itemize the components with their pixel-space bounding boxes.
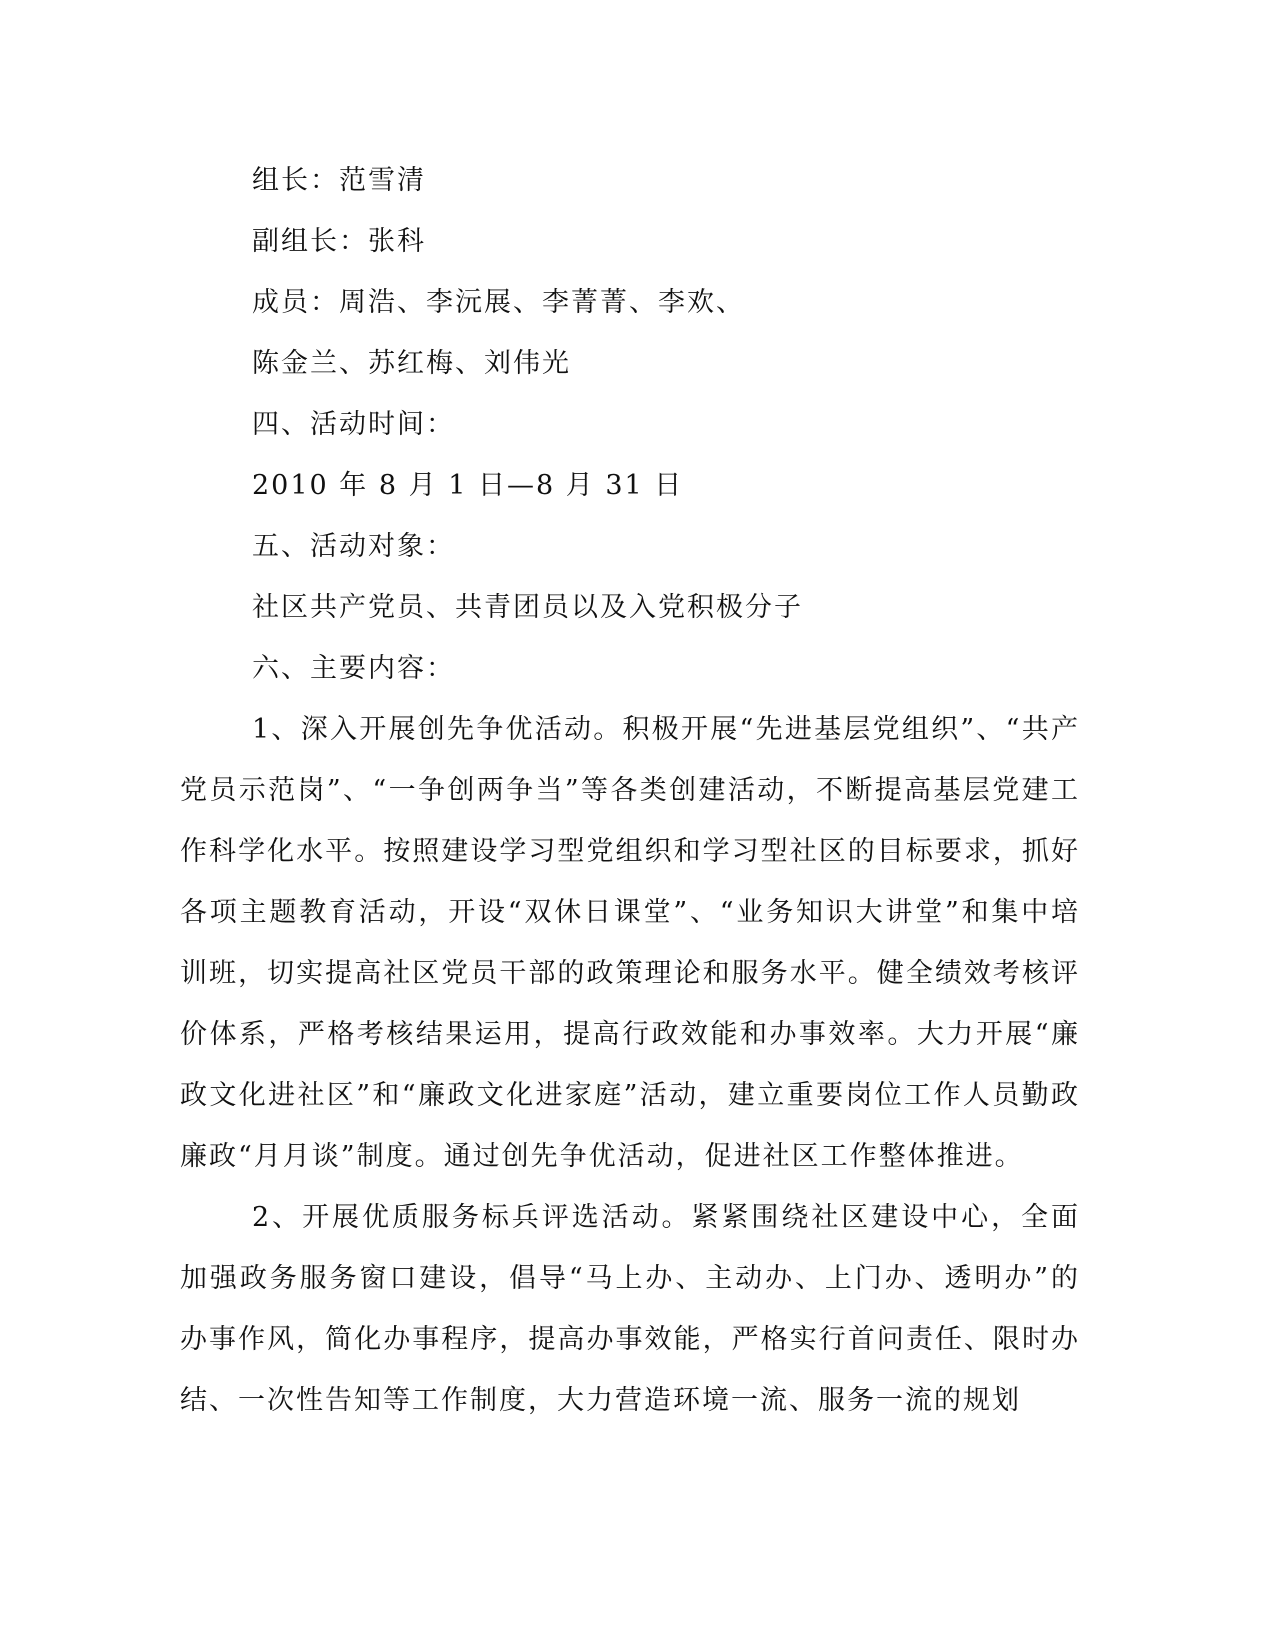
leader-line: 组长：范雪清 xyxy=(252,165,426,196)
activity-time: 2010 年 8 月 1 日—8 月 31 日 xyxy=(252,470,684,501)
section-5-heading: 五、活动对象： xyxy=(252,531,455,562)
section-6-heading: 六、主要内容： xyxy=(252,653,455,684)
document-body xyxy=(180,150,1080,1431)
paragraph-2: 2、开展优质服务标兵评选活动。紧紧围绕社区建设中心，全面加强政务服务窗口建设，倡导“马上办、主动办、上门办、透明办”的办事作风，简化办事程序，提高办事效能，严格实行首问责任、限时办结、一次性告知等工作制度，大力营造环境一流、服务一流的规划 xyxy=(180,1202,1080,1416)
deputy-leader-line: 副组长：张科 xyxy=(252,226,426,257)
members-line-1: 成员：周浩、李沅展、李菁菁、李欢、 xyxy=(252,287,745,318)
members-line-2: 陈金兰、苏红梅、刘伟光 xyxy=(252,348,571,379)
section-4-heading: 四、活动时间： xyxy=(252,409,455,440)
activity-targets: 社区共产党员、共青团员以及入党积极分子 xyxy=(252,592,803,623)
paragraph-1: 1、深入开展创先争优活动。积极开展“先进基层党组织”、“共产党员示范岗”、“一争创两争当”等各类创建活动，不断提高基层党建工作科学化水平。按照建设学习型党组织和学习型社区的目标要求，抓好各项主题教育活动，开设“双休日课堂”、“业务知识大讲堂”和集中培训班，切实提高社区党员干部的政策理论和服务水平。健全绩效考核评价体系，严格考核结果运用，提高行政效能和办事效率。大力开展“廉政文化进社区”和“廉政文化进家庭”活动，建立重要岗位工作人员勤政廉政“月月谈”制度。通过创先争优活动，促进社区工作整体推进。 xyxy=(180,714,1080,1172)
